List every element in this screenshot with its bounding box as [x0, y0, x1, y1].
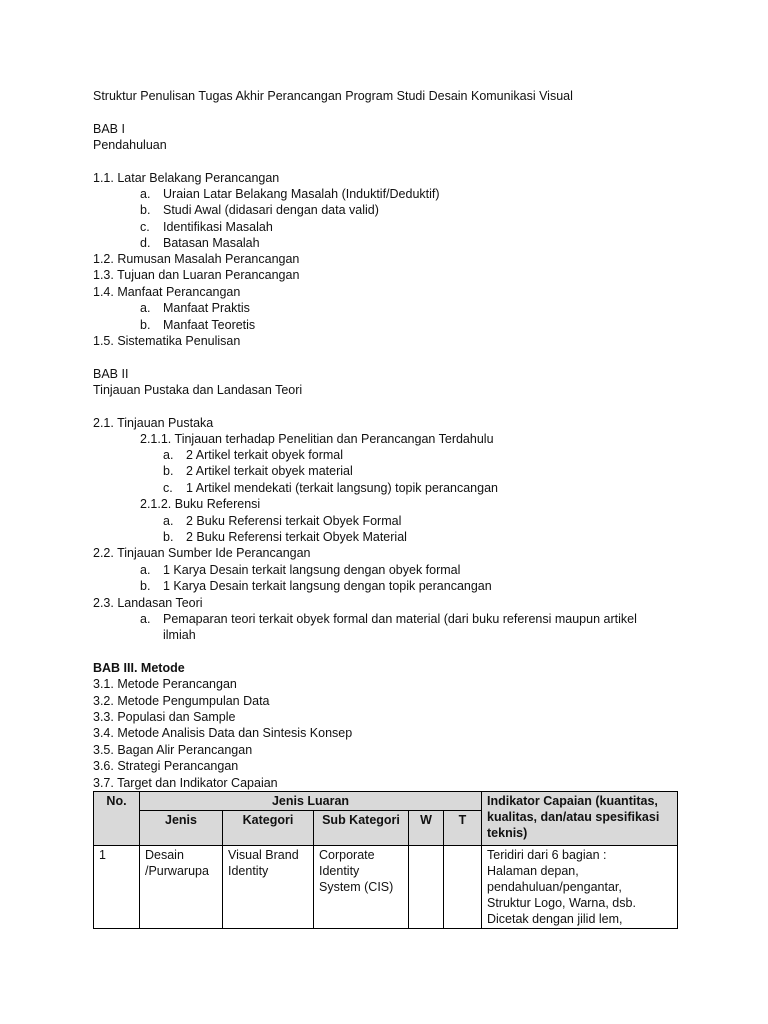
list-item: 2 Artikel terkait obyek material	[186, 464, 353, 478]
bab2-name: Tinjauan Pustaka dan Landasan Teori	[93, 383, 303, 397]
list-marker: b.	[140, 318, 151, 332]
bab1-heading: BAB I	[93, 122, 125, 136]
list-item: Pemaparan teori terkait obyek formal dan material (dari buku referensi maupun artikel	[163, 612, 637, 626]
list-item: 2 Buku Referensi terkait Obyek Formal	[186, 514, 402, 528]
section-1-3: 1.3. Tujuan dan Luaran Perancangan	[93, 268, 300, 282]
section-2-1: 2.1. Tinjauan Pustaka	[93, 416, 214, 430]
table-row	[94, 846, 678, 929]
list-item: 1 Karya Desain terkait langsung dengan topik perancangan	[163, 579, 492, 593]
section-2-2: 2.2. Tinjauan Sumber Ide Perancangan	[93, 546, 311, 560]
section-1-2: 1.2. Rumusan Masalah Perancangan	[93, 252, 300, 266]
list-marker: a.	[140, 563, 151, 577]
header-t: T	[444, 811, 482, 846]
section-2-3: 2.3. Landasan Teori	[93, 596, 203, 610]
section-3-6: 3.6. Strategi Perancangan	[93, 759, 239, 773]
cell-indikator: Teridiri dari 6 bagian : Halaman depan, pendahuluan/pengantar, Struktur Logo, Warna, dsb. Dicetak dengan jilid lem,	[482, 846, 678, 929]
list-item: 1 Artikel mendekati (terkait langsung) topik perancangan	[186, 481, 498, 495]
section-3-3: 3.3. Populasi dan Sample	[93, 710, 236, 724]
list-marker: a.	[140, 612, 151, 626]
header-jenis-luaran: Jenis Luaran	[140, 792, 482, 811]
cell-jenis: Desain /Purwarupa	[140, 846, 223, 929]
list-marker: b.	[163, 530, 174, 544]
section-1-4: 1.4. Manfaat Perancangan	[93, 285, 241, 299]
list-item: Batasan Masalah	[163, 236, 260, 250]
list-item: 2 Buku Referensi terkait Obyek Material	[186, 530, 407, 544]
target-indicator-table	[93, 791, 678, 929]
list-marker: a.	[140, 187, 151, 201]
cell-sub-kategori: Corporate Identity System (CIS)	[314, 846, 409, 929]
section-2-1-2: 2.1.2. Buku Referensi	[140, 497, 261, 511]
section-3-2: 3.2. Metode Pengumpulan Data	[93, 694, 270, 708]
section-3-7: 3.7. Target dan Indikator Capaian	[93, 776, 278, 790]
list-marker: c.	[163, 481, 173, 495]
cell-t	[444, 846, 482, 929]
list-item: Manfaat Teoretis	[163, 318, 256, 332]
section-2-1-1: 2.1.1. Tinjauan terhadap Penelitian dan Perancangan Terdahulu	[140, 432, 494, 446]
header-w: W	[409, 811, 444, 846]
list-marker: a.	[163, 514, 174, 528]
list-item-continuation: ilmiah	[163, 628, 196, 642]
document-title: Struktur Penulisan Tugas Akhir Perancangan Program Studi Desain Komunikasi Visual	[93, 89, 573, 103]
table-header-row	[94, 792, 678, 811]
cell-kategori: Visual Brand Identity	[223, 846, 314, 929]
list-marker: b.	[163, 464, 174, 478]
header-jenis: Jenis	[140, 811, 223, 846]
section-3-1: 3.1. Metode Perancangan	[93, 677, 237, 691]
bab1-name: Pendahuluan	[93, 138, 167, 152]
bab2-heading: BAB II	[93, 367, 129, 381]
section-1-1: 1.1. Latar Belakang Perancangan	[93, 171, 280, 185]
section-3-4: 3.4. Metode Analisis Data dan Sintesis Konsep	[93, 726, 353, 740]
section-1-5: 1.5. Sistematika Penulisan	[93, 334, 241, 348]
list-item: Manfaat Praktis	[163, 301, 250, 315]
list-item: Studi Awal (didasari dengan data valid)	[163, 203, 379, 217]
cell-no: 1	[94, 846, 140, 929]
section-3-5: 3.5. Bagan Alir Perancangan	[93, 743, 253, 757]
list-marker: a.	[140, 301, 151, 315]
list-item: Identifikasi Masalah	[163, 220, 273, 234]
list-marker: a.	[163, 448, 174, 462]
list-marker: b.	[140, 203, 151, 217]
header-indikator-capaian: Indikator Capaian (kuantitas, kualitas, dan/atau spesifikasi teknis)	[482, 792, 678, 846]
list-marker: d.	[140, 236, 151, 250]
list-item: Uraian Latar Belakang Masalah (Induktif/Deduktif)	[163, 187, 440, 201]
cell-w	[409, 846, 444, 929]
bab3-heading: BAB III. Metode	[93, 661, 185, 675]
header-no: No.	[94, 792, 140, 846]
list-item: 2 Artikel terkait obyek formal	[186, 448, 344, 462]
header-sub-kategori: Sub Kategori	[314, 811, 409, 846]
list-item: 1 Karya Desain terkait langsung dengan obyek formal	[163, 563, 461, 577]
header-kategori: Kategori	[223, 811, 314, 846]
list-marker: c.	[140, 220, 150, 234]
list-marker: b.	[140, 579, 151, 593]
